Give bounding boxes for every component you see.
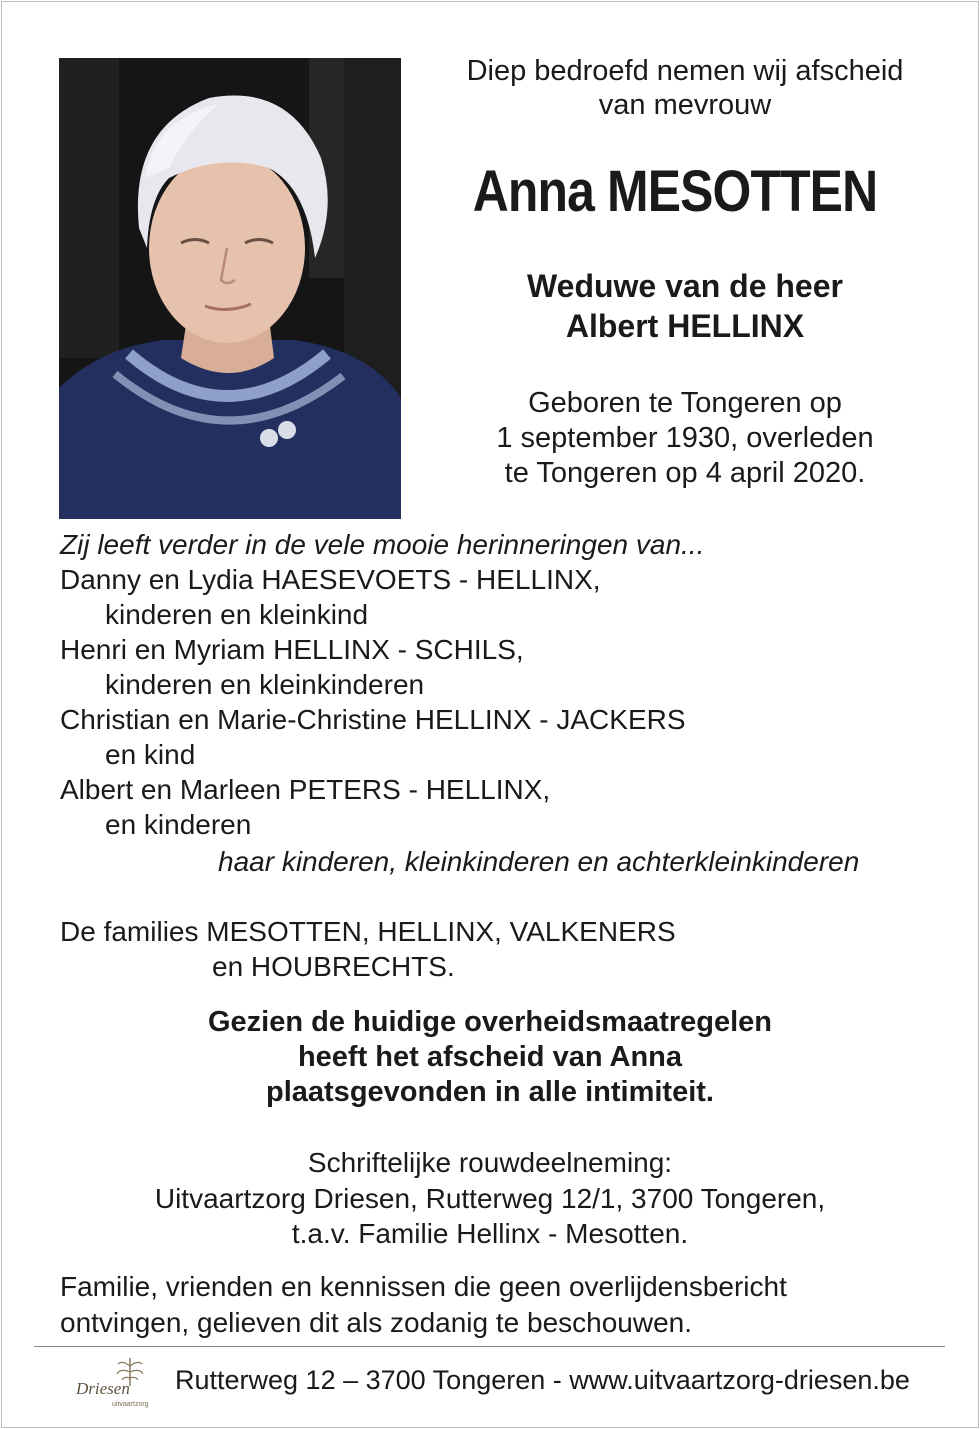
condolence-line-3: t.a.v. Familie Hellinx - Mesotten. [291, 1218, 689, 1249]
grandchildren-line: haar kinderen, kleinkinderen en achterkleinkinderen [218, 846, 860, 877]
family-line: Albert en Marleen PETERS - HELLINX, [60, 774, 551, 805]
widow-line-1: Weduwe van de heer [527, 268, 843, 304]
families-line-2: en HOUBRECHTS. [212, 951, 455, 982]
family-line: Henri en Myriam HELLINX - SCHILS, [60, 634, 524, 665]
closing-line-2: ontvingen, gelieven dit als zodanig te beschouwen. [60, 1307, 692, 1338]
notice-line-2: heeft het afscheid van Anna [297, 1041, 683, 1073]
logo-name: Driesen [76, 1379, 130, 1398]
birth-line-3: te Tongeren op 4 april 2020. [504, 457, 866, 489]
family-line: en kind [105, 739, 196, 770]
footer-divider [34, 1346, 945, 1347]
family-line: kinderen en kleinkinderen [105, 669, 425, 700]
birth-line-1: Geboren te Tongeren op [528, 387, 842, 419]
driesen-logo [72, 1352, 162, 1412]
portrait-photo [59, 58, 401, 519]
notice-line-3: plaatsgevonden in alle intimiteit. [266, 1076, 714, 1108]
birth-line-2: 1 september 1930, overleden [496, 422, 874, 454]
widow-line-2: Albert HELLINX [565, 308, 805, 344]
family-line: en kinderen [105, 809, 252, 840]
logo-subtitle: uitvaartzorg [112, 1401, 149, 1408]
notice-line-1: Gezien de huidige overheidsmaatregelen [207, 1006, 773, 1038]
condolence-line-2: Uitvaartzorg Driesen, Rutterweg 12/1, 3700 Tongeren, [154, 1183, 826, 1214]
family-line: Christian en Marie-Christine HELLINX - JACKERS [60, 704, 686, 735]
footer-address: Rutterweg 12 – 3700 Tongeren - www.uitvaartzorg-driesen.be [175, 1365, 910, 1395]
families-line-1: De families MESOTTEN, HELLINX, VALKENERS [60, 916, 676, 947]
condolence-line-1: Schriftelijke rouwdeelneming: [307, 1147, 673, 1178]
intro-line-2: van mevrouw [598, 89, 772, 121]
deceased-name: Anna MESOTTEN [472, 159, 878, 224]
family-line: Danny en Lydia HAESEVOETS - HELLINX, [60, 564, 601, 595]
closing-line-1: Familie, vrienden en kennissen die geen overlijdensbericht [60, 1271, 787, 1302]
memories-intro: Zij leeft verder in de vele mooie herinneringen van... [60, 529, 705, 560]
intro-line-1: Diep bedroefd nemen wij afscheid [466, 55, 904, 87]
family-line: kinderen en kleinkind [105, 599, 369, 630]
